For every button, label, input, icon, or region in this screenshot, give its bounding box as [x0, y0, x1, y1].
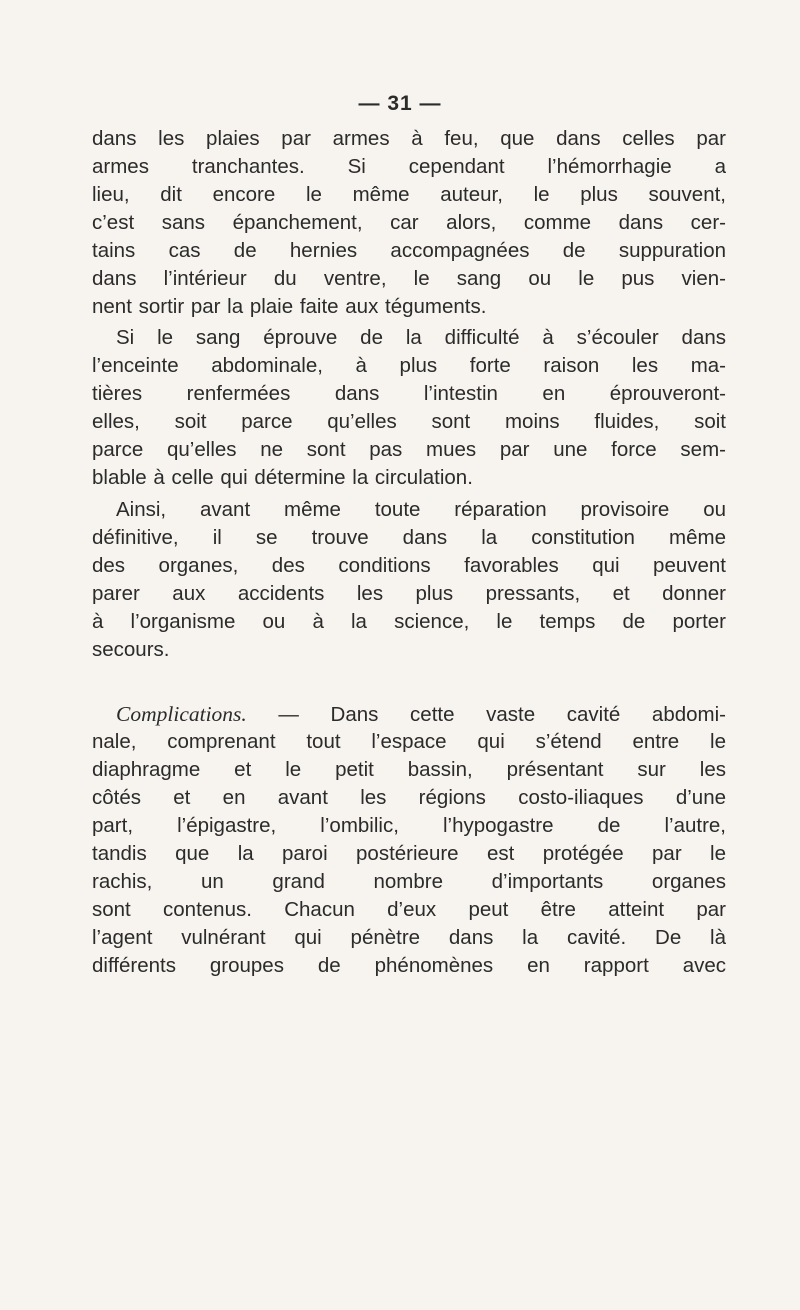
text-line: diaphragme et le petit bassin, présentant sur les: [92, 758, 726, 781]
text-line: nent sortir par la plaie faite aux téguments.: [92, 295, 487, 318]
text-fragment: — Dans cette vaste cavité abdomi-: [246, 703, 726, 726]
section-heading: Complications.: [116, 702, 247, 726]
text-line: c’est sans épanchement, car alors, comme dans cer-: [92, 211, 726, 234]
text-line: tières renfermées dans l’intestin en éprouveront-: [92, 382, 726, 405]
text-line: dans l’intérieur du ventre, le sang ou le pus vien-: [92, 267, 726, 290]
page-number: — 31 —: [358, 92, 442, 115]
text-line: différents groupes de phénomènes en rapport avec: [92, 954, 726, 977]
text-line: armes tranchantes. Si cependant l’hémorrhagie a: [92, 155, 726, 178]
text-line: tandis que la paroi postérieure est protégée par le: [92, 842, 726, 865]
text-line: blable à celle qui détermine la circulation.: [92, 466, 473, 489]
text-line: des organes, des conditions favorables qui peuvent: [92, 554, 726, 577]
text-line: elles, soit parce qu’elles sont moins fluides, soit: [92, 410, 726, 433]
text-line: l’agent vulnérant qui pénètre dans la cavité. De là: [92, 926, 726, 949]
text-line: Si le sang éprouve de la difficulté à s’écouler dans: [116, 326, 726, 349]
text-line: part, l’épigastre, l’ombilic, l’hypogastre de l’autre,: [92, 814, 726, 837]
text-line: l’enceinte abdominale, à plus forte raison les ma-: [92, 354, 726, 377]
text-line-with-heading: [92, 700, 726, 729]
text-line: parer aux accidents les plus pressants, et donner: [92, 582, 726, 605]
text-line: parce qu’elles ne sont pas mues par une force sem-: [92, 438, 726, 461]
text-line: Ainsi, avant même toute réparation provisoire ou: [116, 498, 726, 521]
text-line: sont contenus. Chacun d’eux peut être atteint par: [92, 898, 726, 921]
text-line: côtés et en avant les régions costo-iliaques d’une: [92, 786, 726, 809]
text-line: à l’organisme ou à la science, le temps de porter: [92, 610, 726, 633]
text-line: définitive, il se trouve dans la constitution même: [92, 526, 726, 549]
text-line: dans les plaies par armes à feu, que dans celles par: [92, 127, 726, 150]
text-line: lieu, dit encore le même auteur, le plus souvent,: [92, 183, 726, 206]
text-line: rachis, un grand nombre d’importants organes: [92, 870, 726, 893]
text-line: secours.: [92, 638, 170, 661]
text-line: nale, comprenant tout l’espace qui s’étend entre le: [92, 730, 726, 753]
text-line: tains cas de hernies accompagnées de suppuration: [92, 239, 726, 262]
